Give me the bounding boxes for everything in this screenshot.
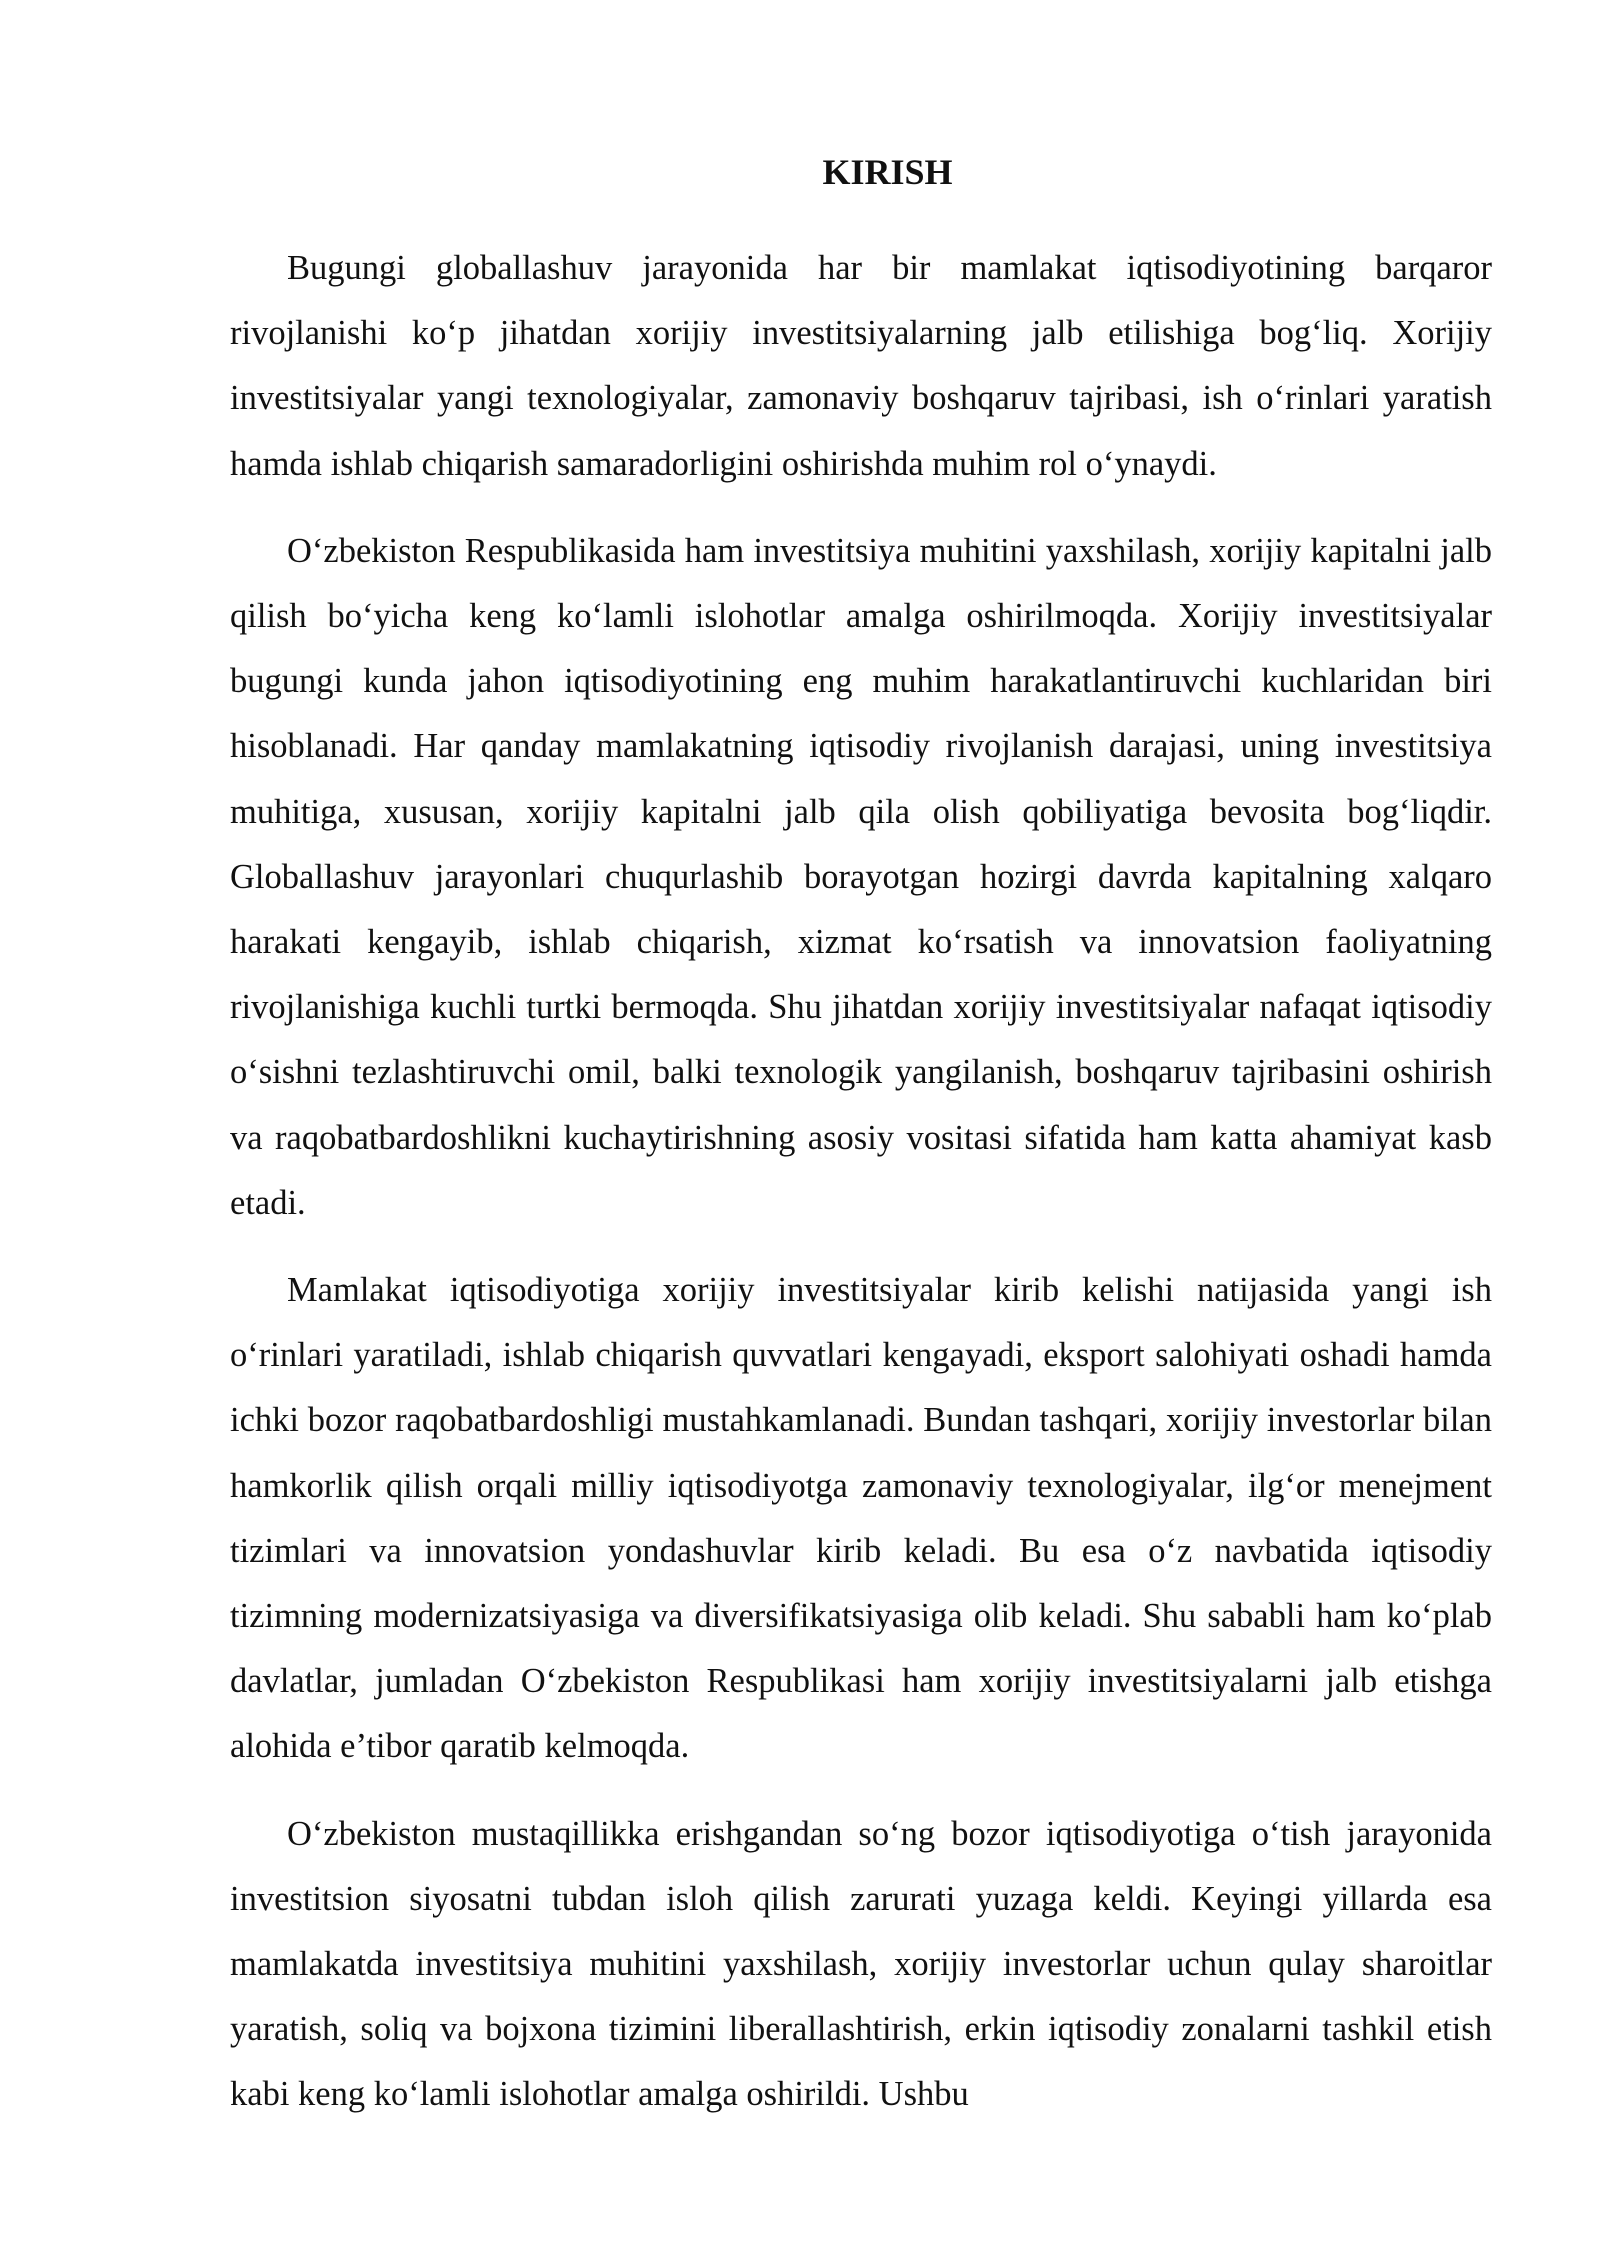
- paragraph-4: O‘zbekiston mustaqillikka erishgandan so‘ng bozor iqtisodiyotiga o‘tish jarayonida investitsion siyosatni tubdan isloh qilish zarurati yuzaga keldi. Keyingi yillarda esa mamlakatda investitsiya muhitini yaxshilash, xorijiy investorlar uchun qulay sharoitlar yaratish, soliq va bojxona tizimini liberallashtirish, erkin iqtisodiy zonalarni tashkil etish kabi keng ko‘lamli islohotlar amalga oshirildi. Ushbu: [230, 1814, 1492, 2114]
- paragraph-3: Mamlakat iqtisodiyotiga xorijiy investitsiyalar kirib kelishi natijasida yangi ish o‘rinlari yaratiladi, ishlab chiqarish quvvatlari kengayadi, eksport salohiyati oshadi hamda ichki bozor raqobatbardoshligi mustahkamlanadi. Bundan tashqari, xorijiy investorlar bilan hamkorlik qilish orqali milliy iqtisodiyotga zamonaviy texnologiyalar, ilg‘or menejment tizimlari va innovatsion yondashuvlar kirib keladi. Bu esa o‘z navbatida iqtisodiy tizimning modernizatsiyasiga va diversifikatsiyasiga olib keladi. Shu sababli ham ko‘plab davlatlar, jumladan O‘zbekiston Respublikasi ham xorijiy investitsiyalarni jalb etishga alohida e’tibor qaratib kelmoqda.: [230, 1271, 1492, 1766]
- paragraph-2: O‘zbekiston Respublikasida ham investitsiya muhitini yaxshilash, xorijiy kapitalni jalb qilish bo‘yicha keng ko‘lamli islohotlar amalga oshirilmoqda. Xorijiy investitsiyalar bugungi kunda jahon iqtisodiyotining eng muhim harakatlantiruvchi kuchlaridan biri hisoblanadi. Har qanday mamlakatning iqtisodiy rivojlanish darajasi, uning investitsiya muhitiga, xususan, xorijiy kapitalni jalb qila olish qobiliyatiga bevosita bog‘liqdir. Globallashuv jarayonlari chuqurlashib borayotgan hozirgi davrda kapitalning xalqaro harakati kengayib, ishlab chiqarish, xizmat ko‘rsatish va innovatsion faoliyatning rivojlanishiga kuchli turtki bermoqda. Shu jihatdan xorijiy investitsiyalar nafaqat iqtisodiy o‘sishni tezlashtiruvchi omil, balki texnologik yangilanish, boshqaruv tajribasini oshirish va raqobatbardoshlikni kuchaytirishning asosiy vositasi sifatida ham katta ahamiyat kasb etadi.: [230, 531, 1492, 1222]
- document-body: [230, 236, 1492, 2128]
- page-title: KIRISH: [822, 152, 953, 192]
- paragraph-1: Bugungi globallashuv jarayonida har bir mamlakat iqtisodiyotining barqaror rivojlanishi ko‘p jihatdan xorijiy investitsiyalarning jalb etilishiga bog‘liq. Xorijiy investitsiyalar yangi texnologiyalar, zamonaviy boshqaruv tajribasi, ish o‘rinlari yaratish hamda ishlab chiqarish samaradorligini oshirishda muhim rol o‘ynaydi.: [230, 249, 1492, 483]
